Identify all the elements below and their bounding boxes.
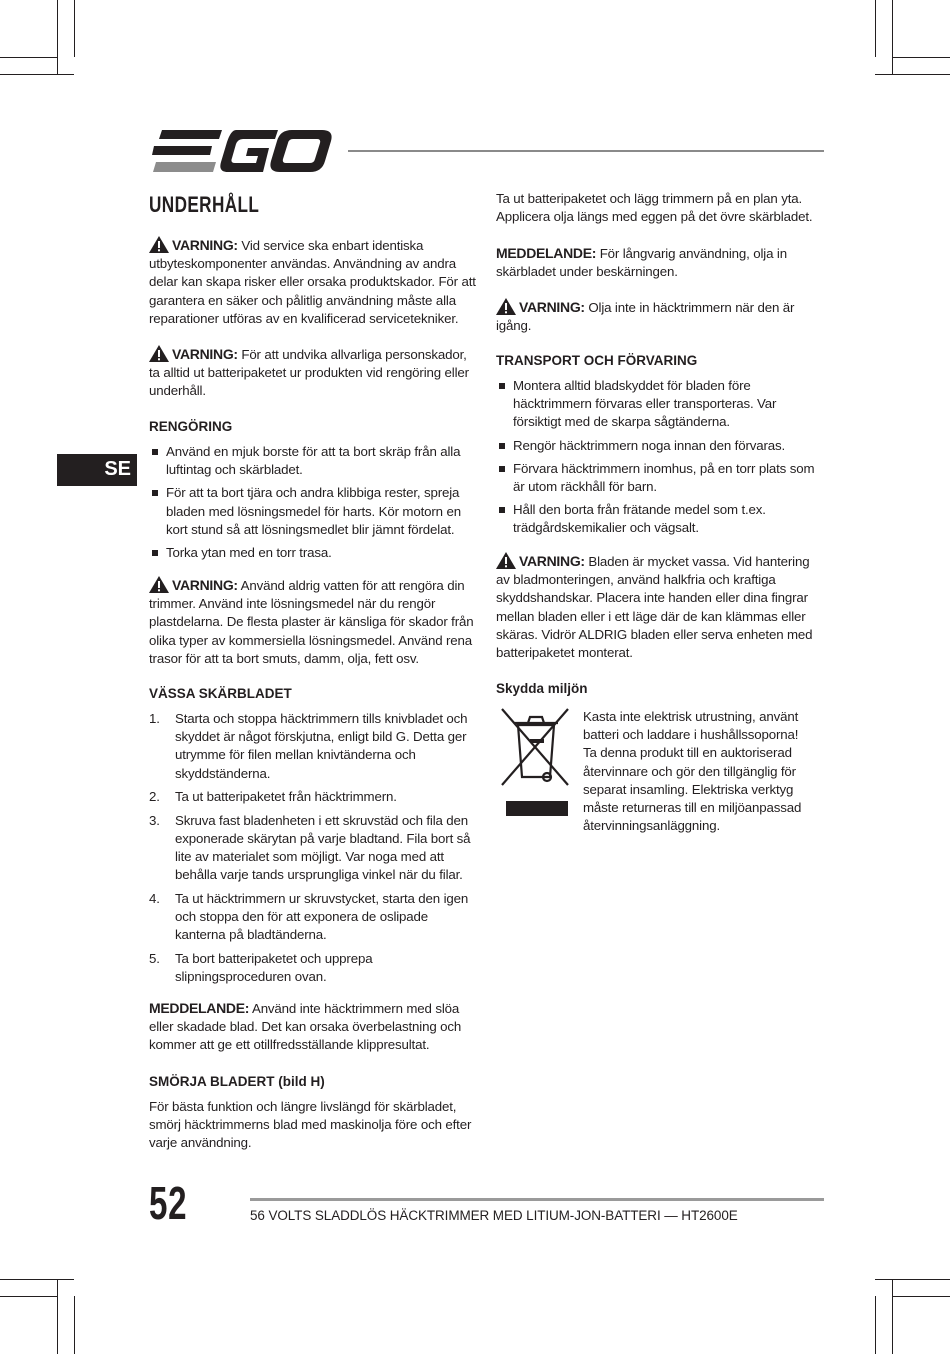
warning-triangle-icon bbox=[149, 345, 169, 362]
section-heading-environment: Skydda miljön bbox=[496, 681, 588, 696]
transport-list bbox=[496, 377, 826, 543]
list-item: Förvara häcktrimmern inomhus, på en torr plats som är utom räckhåll för barn. bbox=[496, 460, 826, 496]
crop-mark bbox=[0, 1296, 57, 1297]
intro-text: Ta ut batteripaketet och lägg trimmern på en plan yta. Applicera olja längs med eggen på det övre skärbladet. bbox=[496, 191, 813, 225]
notice-block: MEDDELANDE: För långvarig användning, olja in skärbladet under beskärningen. bbox=[496, 245, 787, 280]
sharpen-steps bbox=[149, 710, 479, 991]
list-item: 3. Skruva fast bladenheten i ett skruvstäd och fila den exponerade skärytan på varje bladtand. Fila bort så lite av materialet som möjligt. Var noga med att behålla varje tands ursprungliga vinkel när du filar. bbox=[149, 812, 471, 883]
ego-logo bbox=[150, 130, 332, 172]
crop-mark bbox=[0, 1279, 74, 1280]
warning-block: VARNING: Olja inte in häcktrimmern när den är igång. bbox=[496, 299, 795, 334]
page-title: UNDERHÅLL bbox=[149, 192, 260, 217]
language-tab: SE bbox=[57, 454, 137, 486]
list-item: 2. Ta ut batteripaketet från häcktrimmern. bbox=[149, 789, 397, 805]
warning-block: VARNING: Vid service ska enbart identiska utbyteskomponenter användas. Användning av andra delar kan skapa risker eller orsaka produktskador. För att garantera en säker och pålitlig användning måste alla reparationer utföras av en kvalificerad servicetekniker. bbox=[149, 237, 476, 326]
crop-mark bbox=[892, 0, 893, 74]
warning-block: VARNING: Använd aldrig vatten för att rengöra din trimmer. Använd inte lösningsmedel när du rengör plastdelarna. De flesta plaster är känsliga för skador från olika typer av kommersiella lösningsmedel. Använd rena trasor för att ta bort smuts, damm, olja, fett osv. bbox=[149, 577, 474, 666]
warning-triangle-icon bbox=[496, 552, 516, 569]
lubricate-text: För bästa funktion och längre livslängd för skärbladet, smörj häcktrimmerns blad med maskinolja före och efter varje användning. bbox=[149, 1099, 472, 1151]
warning-triangle-icon bbox=[149, 576, 169, 593]
crop-mark bbox=[893, 1296, 950, 1297]
section-heading-cleaning: RENGÖRING bbox=[149, 419, 233, 434]
list-item: 5. Ta bort batteripaketet och upprepa slipningsproceduren ovan. bbox=[149, 950, 373, 984]
crop-mark bbox=[74, 0, 75, 57]
page-number: 52 bbox=[149, 1177, 188, 1229]
crop-mark bbox=[74, 1296, 75, 1354]
warning-triangle-icon bbox=[496, 298, 516, 315]
list-item: 1. Starta och stoppa häcktrimmern tills knivbladet och skyddet är något förskjutna, enligt bild G. Detta ger utrymme för filen mellan knivtänderna och skyddständerna. bbox=[149, 711, 468, 781]
crop-mark bbox=[875, 1296, 876, 1354]
section-heading-sharpen: VÄSSA SKÄRBLADET bbox=[149, 686, 292, 701]
list-item: Torka ytan med en torr trasa. bbox=[149, 544, 479, 562]
warning-block: VARNING: Bladen är mycket vassa. Vid hantering av bladmonteringen, använd halkfria och kraftiga skyddshandskar. Placera inte handen eller dina fingrar mellan bladen eller i ett läge där de kan klämmas eller skäras. Vidrör ALDRIG bladen eller serva enheten med batteripaketet monterat. bbox=[496, 553, 813, 661]
crop-mark bbox=[875, 0, 876, 57]
environment-text: Kasta inte elektrisk utrustning, använt batteri och laddare i hushållssoporna! Ta denna produkt till en auktoriserad återvinnare och gör den tillgänglig för separat insamling. Elektriska verktyg måste returneras till en miljöanpassad återvinningsanläggning. bbox=[583, 709, 802, 834]
crop-mark bbox=[0, 57, 57, 58]
header-rule bbox=[348, 150, 824, 152]
crop-mark bbox=[57, 1279, 58, 1354]
crop-mark bbox=[875, 1279, 950, 1280]
weee-crossed-bin-icon bbox=[500, 705, 572, 817]
section-heading-transport: TRANSPORT OCH FÖRVARING bbox=[496, 353, 698, 368]
list-item: Använd en mjuk borste för att ta bort skräp från alla luftintag och skärbladet. bbox=[149, 443, 479, 479]
cleaning-list bbox=[149, 443, 479, 567]
list-item: Montera alltid bladskyddet för bladen före häcktrimmern förvaras eller transporteras. Var försiktigt med de skarpa sågtänderna. bbox=[496, 377, 826, 432]
crop-mark bbox=[875, 74, 950, 75]
list-item: För att ta bort tjära och andra klibbiga rester, spreja bladen med lösningsmedel för harts. Kör motorn en kort stund så att lösningsmedlet blir jämnt fördelat. bbox=[149, 484, 479, 539]
crop-mark bbox=[0, 74, 74, 75]
warning-block: VARNING: För att undvika allvarliga personskador, ta alltid ut batteripaketet ur produkten vid rengöring eller underhåll. bbox=[149, 346, 469, 399]
crop-mark bbox=[893, 57, 950, 58]
section-heading-lubricate: SMÖRJA BLADERT (bild H) bbox=[149, 1074, 325, 1089]
crop-mark bbox=[892, 1279, 893, 1354]
crop-mark bbox=[57, 0, 58, 74]
footer-title: 56 VOLTS SLADDLÖS HÄCKTRIMMER MED LITIUM-JON-BATTERI — HT2600E bbox=[250, 1208, 738, 1223]
warning-triangle-icon bbox=[149, 236, 169, 253]
list-item: Rengör häcktrimmern noga innan den förvaras. bbox=[496, 437, 826, 455]
list-item: Håll den borta från frätande medel som t.ex. trädgårdskemikalier och vägsalt. bbox=[496, 501, 826, 537]
footer-rule bbox=[250, 1198, 824, 1201]
list-item: 4. Ta ut häcktrimmern ur skruvstycket, starta den igen och stoppa den för att exponera de oslipade kanterna på bladtänderna. bbox=[149, 890, 469, 943]
notice-block: MEDDELANDE: Använd inte häcktrimmern med slöa eller skadade blad. Det kan orsaka överbelastning och kommer att ge ett otillfredsställande klippresultat. bbox=[149, 1000, 462, 1053]
